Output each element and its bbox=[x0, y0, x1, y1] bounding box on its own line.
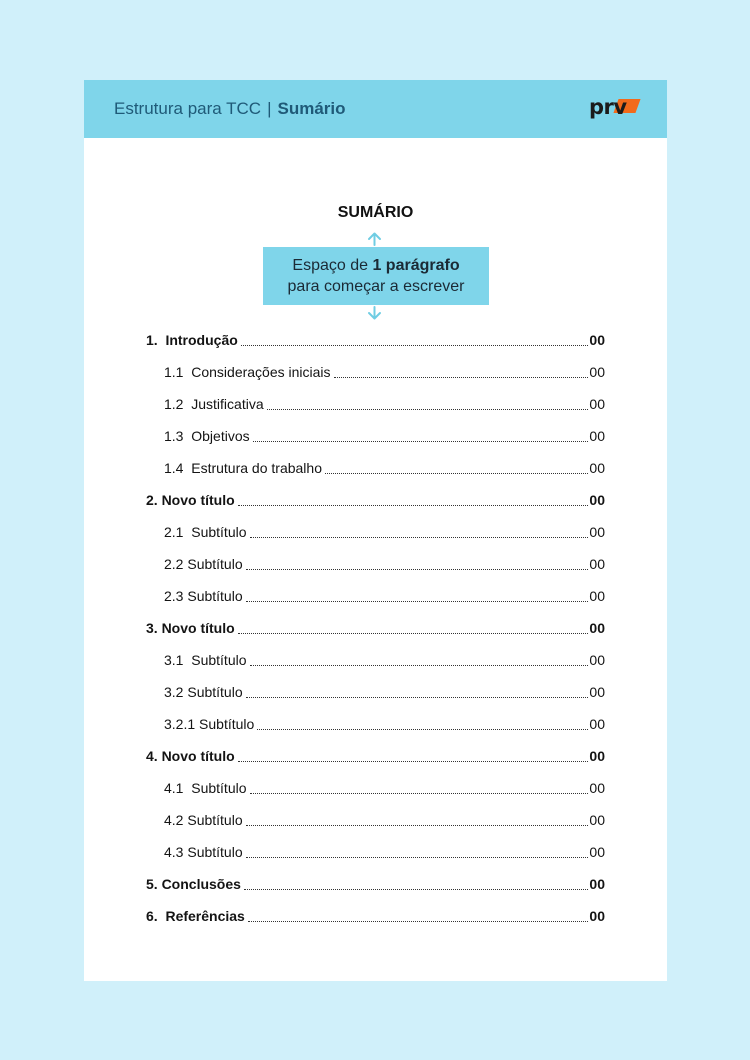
toc-leader-dots bbox=[238, 761, 589, 762]
toc-entry-page: 00 bbox=[589, 780, 605, 796]
toc-entry-label: 4. Novo título bbox=[146, 748, 235, 764]
toc-entry-label: 5. Conclusões bbox=[146, 876, 241, 892]
toc-leader-dots bbox=[257, 729, 588, 730]
toc-entry-page: 00 bbox=[589, 652, 605, 668]
toc-leader-dots bbox=[334, 377, 589, 378]
paragraph-space-note bbox=[263, 247, 489, 305]
header-section: Sumário bbox=[277, 99, 346, 118]
toc-entry-label: 4.2 Subtítulo bbox=[164, 812, 243, 828]
toc-entry-page: 00 bbox=[589, 588, 605, 604]
note-bold: 1 parágrafo bbox=[372, 257, 460, 274]
toc-entry-section bbox=[164, 394, 605, 414]
arrow-down-icon bbox=[366, 306, 383, 320]
toc-leader-dots bbox=[241, 345, 589, 346]
toc-entry-section bbox=[164, 810, 605, 830]
toc-entry-section bbox=[164, 554, 605, 574]
toc-leader-dots bbox=[246, 857, 589, 858]
toc-leader-dots bbox=[246, 569, 589, 570]
toc-leader-dots bbox=[246, 697, 589, 698]
header-title bbox=[114, 99, 346, 119]
toc-entry-label: 3.2 Subtítulo bbox=[164, 684, 243, 700]
toc-entry-chapter bbox=[146, 618, 605, 638]
toc-entry-label: 1.3 Objetivos bbox=[164, 428, 250, 444]
toc-entry-section bbox=[164, 586, 605, 606]
toc-entry-chapter bbox=[146, 490, 605, 510]
toc-entry-page: 00 bbox=[589, 364, 605, 380]
toc-entry-label: 3.2.1 Subtítulo bbox=[164, 716, 255, 732]
toc-entry-page: 00 bbox=[589, 844, 605, 860]
toc-entry-label: 1.2 Justificativa bbox=[164, 396, 264, 412]
toc-entry-page: 00 bbox=[589, 332, 605, 348]
toc-entry-section bbox=[164, 778, 605, 798]
document-page bbox=[84, 80, 667, 981]
toc-leader-dots bbox=[248, 921, 589, 922]
page-header bbox=[84, 80, 667, 138]
toc-entry-page: 00 bbox=[589, 556, 605, 572]
toc-entry-page: 00 bbox=[589, 716, 605, 732]
note-prefix: Espaço de bbox=[292, 257, 373, 274]
toc-entry-section bbox=[164, 458, 605, 478]
toc-entry-label: 2.2 Subtítulo bbox=[164, 556, 243, 572]
toc-entry-page: 00 bbox=[589, 748, 605, 764]
toc-entry-section bbox=[164, 522, 605, 542]
header-separator: | bbox=[267, 99, 272, 118]
toc-entry-section bbox=[164, 426, 605, 446]
toc-entry-page: 00 bbox=[589, 396, 605, 412]
toc-entry-label: 1. Introdução bbox=[146, 332, 238, 348]
toc-entry-label: 1.1 Considerações iniciais bbox=[164, 364, 331, 380]
toc-title: SUMÁRIO bbox=[337, 204, 414, 221]
toc-entry-page: 00 bbox=[589, 460, 605, 476]
toc-entry-section bbox=[164, 362, 605, 382]
arrow-up-icon bbox=[366, 232, 383, 246]
toc-entry-label: 4.1 Subtítulo bbox=[164, 780, 247, 796]
note-line-2: para começar a escrever bbox=[287, 278, 465, 295]
toc-entry-page: 00 bbox=[589, 684, 605, 700]
toc-entry-label: 6. Referências bbox=[146, 908, 245, 924]
toc-entry-page: 00 bbox=[589, 876, 605, 892]
toc-entry-page: 00 bbox=[589, 428, 605, 444]
toc-leader-dots bbox=[244, 889, 589, 890]
toc-leader-dots bbox=[238, 633, 589, 634]
toc-entry-chapter bbox=[146, 746, 605, 766]
toc-entry-section bbox=[164, 714, 605, 734]
toc-leader-dots bbox=[246, 601, 589, 602]
prv-logo bbox=[589, 95, 639, 123]
toc-entry-page: 00 bbox=[589, 908, 605, 924]
toc-leader-dots bbox=[250, 793, 589, 794]
toc-leader-dots bbox=[246, 825, 589, 826]
toc-entry-chapter bbox=[146, 906, 605, 926]
toc-leader-dots bbox=[325, 473, 588, 474]
toc-entry-label: 2. Novo título bbox=[146, 492, 235, 508]
toc-entry-label: 4.3 Subtítulo bbox=[164, 844, 243, 860]
toc-leader-dots bbox=[253, 441, 589, 442]
toc-entry-page: 00 bbox=[589, 620, 605, 636]
toc-leader-dots bbox=[250, 537, 589, 538]
note-line-1 bbox=[263, 255, 489, 276]
toc-entry-section bbox=[164, 682, 605, 702]
toc-leader-dots bbox=[250, 665, 589, 666]
toc-leader-dots bbox=[267, 409, 589, 410]
toc-entry-chapter bbox=[146, 330, 605, 350]
toc-entry-page: 00 bbox=[589, 524, 605, 540]
toc-entry-chapter bbox=[146, 874, 605, 894]
toc-entry-label: 2.3 Subtítulo bbox=[164, 588, 243, 604]
header-title-text: Estrutura para TCC bbox=[114, 99, 262, 118]
toc-entry-page: 00 bbox=[589, 492, 605, 508]
toc-entry-section bbox=[164, 842, 605, 862]
toc-entry-label: 2.1 Subtítulo bbox=[164, 524, 247, 540]
toc-entry-page: 00 bbox=[589, 812, 605, 828]
toc-entry-label: 3.1 Subtítulo bbox=[164, 652, 247, 668]
toc-entry-section bbox=[164, 650, 605, 670]
logo-text: prv bbox=[589, 95, 627, 119]
toc-entry-label: 1.4 Estrutura do trabalho bbox=[164, 460, 322, 476]
toc-entry-label: 3. Novo título bbox=[146, 620, 235, 636]
toc-leader-dots bbox=[238, 505, 589, 506]
